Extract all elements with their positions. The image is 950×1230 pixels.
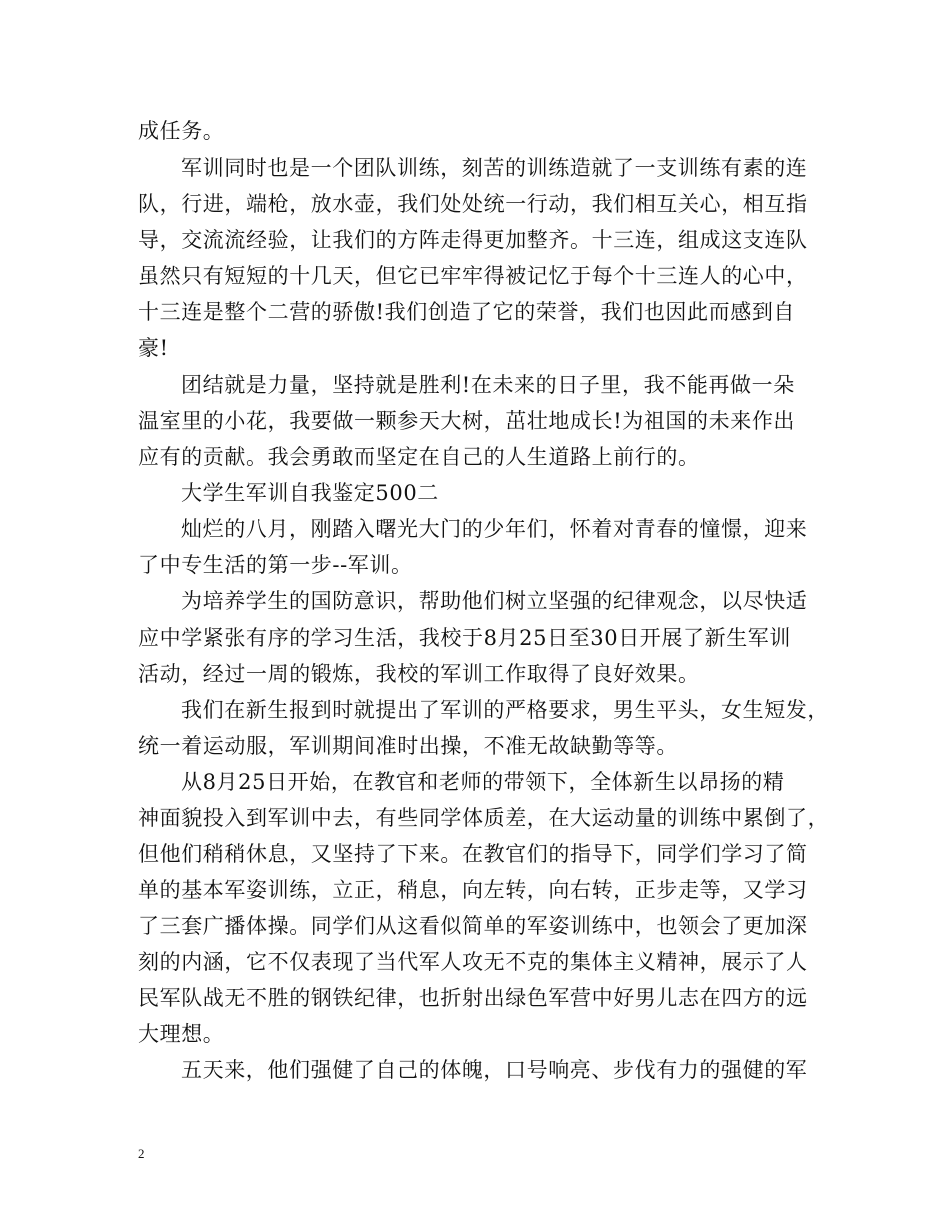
text-line: 虽然只有短短的十几天，但它已牢牢得被记忆于每个十三连人的心中，: [138, 264, 808, 288]
text-line: 了三套广播体操。同学们从这看似简单的军姿训练中，也领会了更加深: [138, 914, 808, 938]
section-heading: 大学生军训自我鉴定500二: [181, 481, 439, 505]
text-line: 刻的内涵，它不仅表现了当代军人攻无不克的集体主义精神，展示了人: [138, 950, 808, 974]
text-line: 了中专生活的第一步--军训。: [138, 553, 413, 577]
text-line: 队，行进，端枪，放水壶，我们处处统一行动，我们相互关心，相互指: [138, 192, 808, 216]
text-line: 应中学紧张有序的学习生活，我校于8月25日至30日开展了新生军训: [138, 626, 792, 650]
text-line: 导，交流流经验，让我们的方阵走得更加整齐。十三连，组成这支连队: [138, 228, 808, 252]
text-line: 十三连是整个二营的骄傲!我们创造了它的荣誉，我们也因此而感到自: [138, 300, 796, 324]
paragraph-first-line: 团结就是力量，坚持就是胜利!在未来的日子里，我不能再做一朵: [181, 373, 795, 397]
text-line: 应有的贡献。我会勇敢而坚定在自己的人生道路上前行的。: [138, 445, 700, 469]
text-line: 民军队战无不胜的钢铁纪律，也折射出绿色军营中好男儿志在四方的远: [138, 986, 808, 1010]
text-line: 统一着运动服，军训期间准时出操，不准无故缺勤等等。: [138, 734, 678, 758]
paragraph-first-line: 军训同时也是一个团队训练，刻苦的训练造就了一支训练有素的连: [181, 156, 808, 180]
text-line: 活动，经过一周的锻炼，我校的军训工作取得了良好效果。: [138, 662, 700, 686]
text-line: 单的基本军姿训练，立正，稍息，向左转，向右转，正步走等，又学习: [138, 878, 808, 902]
paragraph-first-line: 为培养学生的国防意识，帮助他们树立坚强的纪律观念，以尽快适: [181, 589, 808, 613]
page-number: 2: [138, 1146, 145, 1161]
text-line: 成任务。: [138, 119, 225, 143]
text-line: 大理想。: [138, 1022, 225, 1046]
paragraph-first-line: 我们在新生报到时就提出了军训的严格要求，男生平头，女生短发，: [181, 698, 829, 722]
text-line: 但他们稍稍休息，又坚持了下来。在教官们的指导下，同学们学习了简: [138, 842, 808, 866]
paragraph-first-line: 灿烂的八月，刚踏入曙光大门的少年们，怀着对青春的憧憬，迎来: [181, 517, 808, 541]
paragraph-first-line: 从8月25日开始，在教官和老师的带领下，全体新生以昂扬的精: [181, 770, 785, 794]
text-line: 豪!: [138, 336, 169, 360]
text-line: 神面貌投入到军训中去，有些同学体质差，在大运动量的训练中累倒了，: [138, 806, 830, 830]
paragraph-first-line: 五天来，他们强健了自己的体魄，口号响亮、步伐有力的强健的军: [181, 1058, 808, 1082]
text-line: 温室里的小花，我要做一颗参天大树，茁壮地成长!为祖国的未来作出: [138, 409, 796, 433]
